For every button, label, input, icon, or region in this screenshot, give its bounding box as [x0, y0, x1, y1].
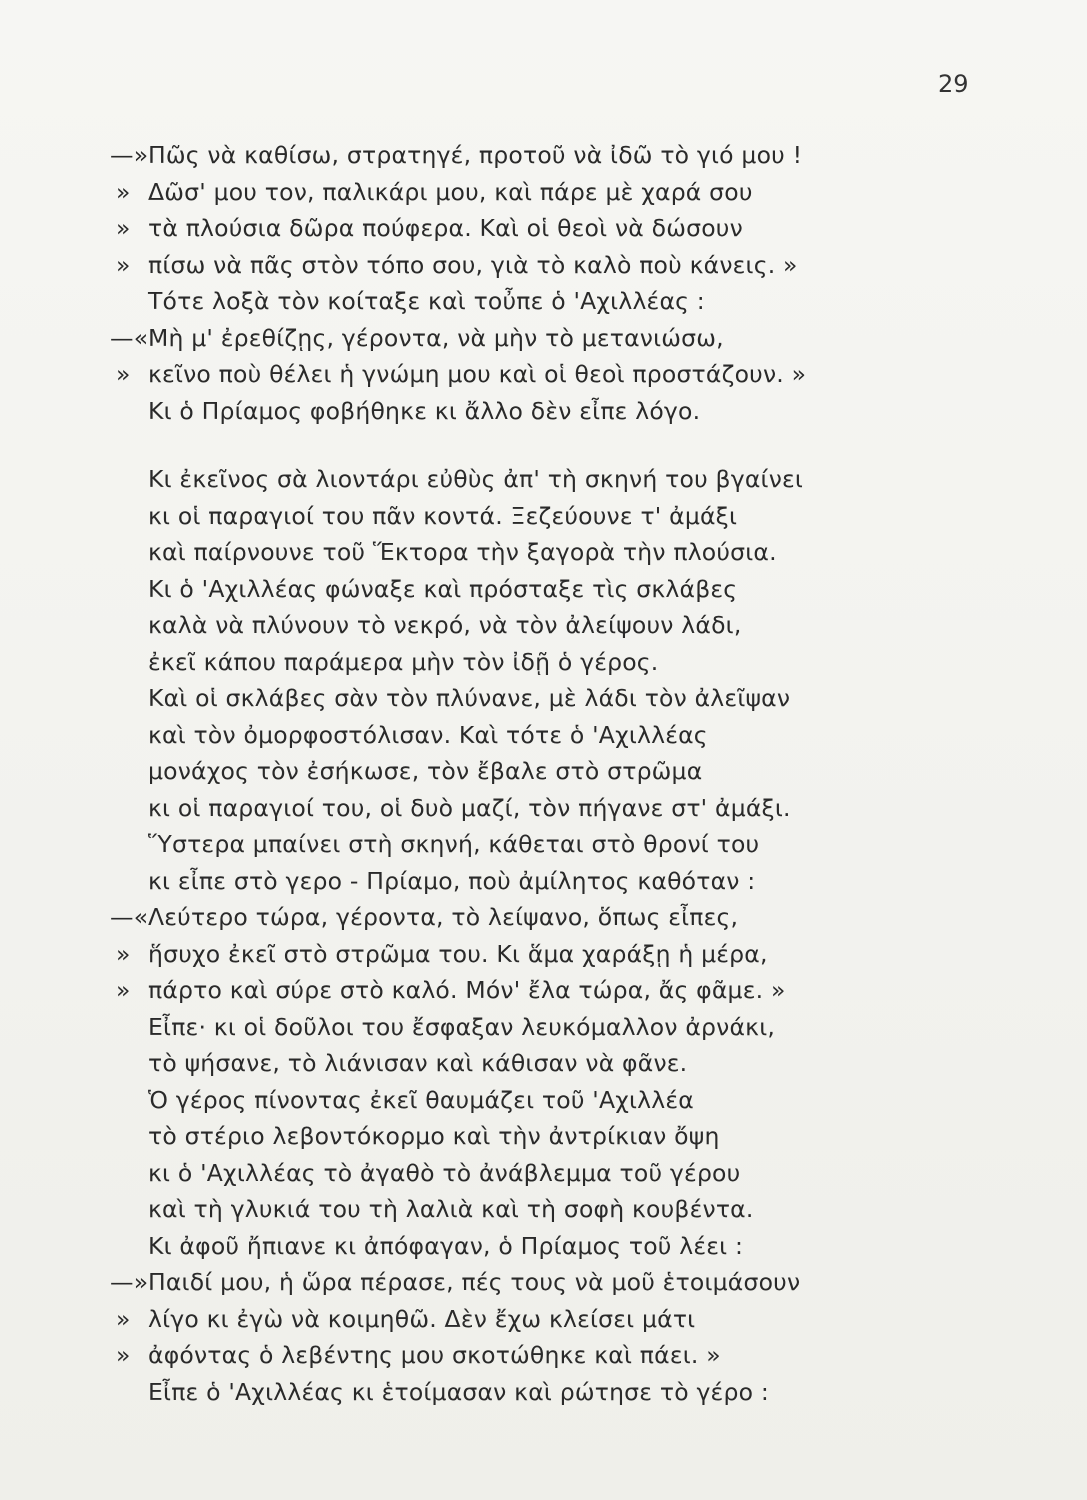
verse-line	[0, 607, 1087, 644]
quote-mark: —»	[110, 141, 149, 169]
verse-line	[0, 393, 1087, 430]
verse-text: πάρτο καὶ σύρε στὸ καλό. Μόν' ἔλα τώρα, ἄς φᾶμε. »	[148, 976, 786, 1004]
verse-text: κι οἱ παραγιοί του πᾶν κοντά. Ξεζεύουνε τ' ἀμάξι	[148, 501, 738, 530]
verse-text: κεῖνο ποὺ θέλει ἡ γνώμη μου καὶ οἱ θεοὶ προστάζουν. »	[148, 360, 807, 388]
verse-line	[0, 936, 1087, 973]
verse-line	[0, 717, 1087, 754]
verse-line	[0, 790, 1087, 827]
verse-line	[0, 644, 1087, 681]
verse-line	[0, 753, 1087, 790]
verse-text: Ὁ γέρος πίνοντας ἐκεῖ θαυμάζει τοῦ 'Αχιλλέα	[148, 1085, 694, 1114]
quote-mark: »	[116, 976, 131, 1004]
quote-mark: »	[116, 1304, 131, 1333]
stanza-2	[0, 461, 1087, 1410]
verse-text: Ὕστερα μπαίνει στὴ σκηνή, κάθεται στὸ θρονί του	[148, 830, 760, 858]
verse-text: ἀφόντας ὁ λεβέντης μου σκοτώθηκε καὶ πάει. »	[148, 1341, 721, 1369]
verse-line	[0, 1374, 1087, 1411]
verse-line	[0, 826, 1087, 863]
verse-line	[0, 137, 1087, 174]
quote-mark: —»	[110, 1268, 149, 1296]
verse-text: κι οἱ παραγιοί του, οἱ δυὸ μαζί, τὸν πήγανε στ' ἀμάξι.	[148, 793, 791, 822]
verse-line	[0, 247, 1087, 284]
verse-line	[0, 1118, 1087, 1155]
quote-mark: —«	[110, 903, 149, 931]
verse-text: κι ὁ 'Αχιλλέας τὸ ἀγαθὸ τὸ ἀνάβλεμμα τοῦ γέρου	[148, 1158, 741, 1187]
verse-line	[0, 534, 1087, 571]
quote-mark: »	[116, 1341, 131, 1369]
quote-mark: »	[116, 360, 131, 388]
verse-line	[0, 1264, 1087, 1301]
verse-text: τὸ ψήσανε, τὸ λιάνισαν καὶ κάθισαν νὰ φᾶνε.	[148, 1049, 688, 1077]
verse-text: καλὰ νὰ πλύνουν τὸ νεκρό, νὰ τὸν ἀλείψουν λάδι,	[148, 611, 742, 639]
verse-line	[0, 498, 1087, 535]
verse-line	[0, 356, 1087, 393]
verse-text: Κι ἐκεῖνος σὰ λιοντάρι εὐθὺς ἀπ' τὴ σκηνή του βγαίνει	[148, 465, 804, 493]
verse-text: Δῶσ' μου τον, παλικάρι μου, καὶ πάρε μὲ χαρά σου	[148, 177, 753, 206]
verse-line	[0, 1155, 1087, 1192]
verse-text: καὶ τὸν ὀμορφοστόλισαν. Καὶ τότε ὁ 'Αχιλλέας	[148, 720, 708, 749]
verse-line	[0, 1045, 1087, 1082]
verse-text: καὶ παίρνουνε τοῦ Ἕκτορα τὴν ξαγορὰ τὴν πλούσια.	[148, 538, 777, 566]
verse-text: Εἶπε ὁ 'Αχιλλέας κι ἑτοίμασαν καὶ ρώτησε τὸ γέρο :	[148, 1377, 769, 1406]
verse-line	[0, 863, 1087, 900]
verse-text: Παιδί μου, ἡ ὥρα πέρασε, πές τους νὰ μοῦ ἑτοιμάσουν	[148, 1268, 801, 1296]
verse-line	[0, 210, 1087, 247]
stanza-1	[0, 137, 1087, 429]
verse-line	[0, 571, 1087, 608]
verse-text: Καὶ οἱ σκλάβες σὰν τὸν πλύνανε, μὲ λάδι τὸν ἀλεῖψαν	[148, 684, 791, 712]
verse-text: Πῶς νὰ καθίσω, στρατηγέ, προτοῦ νὰ ἰδῶ τὸ γιό μου !	[148, 141, 803, 169]
verse-text: ἥσυχο ἐκεῖ στὸ στρῶμα του. Κι ἅμα χαράξῃ ἡ μέρα,	[148, 939, 768, 968]
verse-text: ἐκεῖ κάπου παράμερα μὴν τὸν ἰδῇ ὁ γέρος.	[148, 647, 659, 676]
page-number: 29	[938, 70, 969, 98]
verse-line	[0, 680, 1087, 717]
quote-mark: »	[116, 250, 131, 279]
verse-text: Λεύτερο τώρα, γέροντα, τὸ λείψανο, ὅπως εἶπες,	[148, 903, 739, 931]
verse-line	[0, 1082, 1087, 1119]
verse-text: μονάχος τὸν ἐσήκωσε, τὸν ἔβαλε στὸ στρῶμα	[148, 757, 703, 785]
verse-line	[0, 1301, 1087, 1338]
verse-line	[0, 461, 1087, 498]
verse-text: τὰ πλούσια δῶρα πούφερα. Καὶ οἱ θεοὶ νὰ δώσουν	[148, 214, 743, 242]
verse-text: Εἶπε· κι οἱ δοῦλοι του ἔσφαξαν λευκόμαλλον ἀρνάκι,	[148, 1012, 776, 1041]
verse-line	[0, 1191, 1087, 1228]
verse-text: καὶ τὴ γλυκιά του τὴ λαλιὰ καὶ τὴ σοφὴ κουβέντα.	[148, 1195, 754, 1223]
verse-text: Μὴ μ' ἐρεθίζῃς, γέροντα, νὰ μὴν τὸ μετανιώσω,	[148, 323, 724, 352]
verse-text: λίγο κι ἐγὼ νὰ κοιμηθῶ. Δὲν ἔχω κλείσει μάτι	[148, 1304, 696, 1333]
quote-mark: »	[116, 214, 131, 242]
verse-line	[0, 1228, 1087, 1265]
verse-line	[0, 1337, 1087, 1374]
verse-line	[0, 283, 1087, 320]
verse-text: Κι ἀφοῦ ἤπιανε κι ἀπόφαγαν, ὁ Πρίαμος τοῦ λέει :	[148, 1231, 744, 1260]
quote-mark: —«	[110, 323, 149, 352]
verse-line	[0, 320, 1087, 357]
verse-text: κι εἶπε στὸ γερο - Πρίαμο, ποὺ ἀμίλητος καθόταν :	[148, 866, 756, 895]
verse-line	[0, 972, 1087, 1009]
verse-text: Κι ὁ Πρίαμος φοβήθηκε κι ἄλλο δὲν εἶπε λόγο.	[148, 396, 701, 425]
verse-text: Τότε λοξὰ τὸν κοίταξε καὶ τοὖπε ὁ 'Αχιλλέας :	[148, 287, 705, 315]
verse-text: πίσω νὰ πᾶς στὸν τόπο σου, γιὰ τὸ καλὸ ποὺ κάνεις. »	[148, 250, 798, 279]
verse-line	[0, 1009, 1087, 1046]
quote-mark: »	[116, 939, 131, 968]
verse-text: τὸ στέριο λεβοντόκορμο καὶ τὴν ἀντρίκιαν ὄψη	[148, 1122, 720, 1150]
verse-line	[0, 174, 1087, 211]
quote-mark: »	[116, 177, 131, 206]
verse-text: Κι ὁ 'Αχιλλέας φώναξε καὶ πρόσταξε τὶς σκλάβες	[148, 574, 738, 603]
verse-line	[0, 899, 1087, 936]
